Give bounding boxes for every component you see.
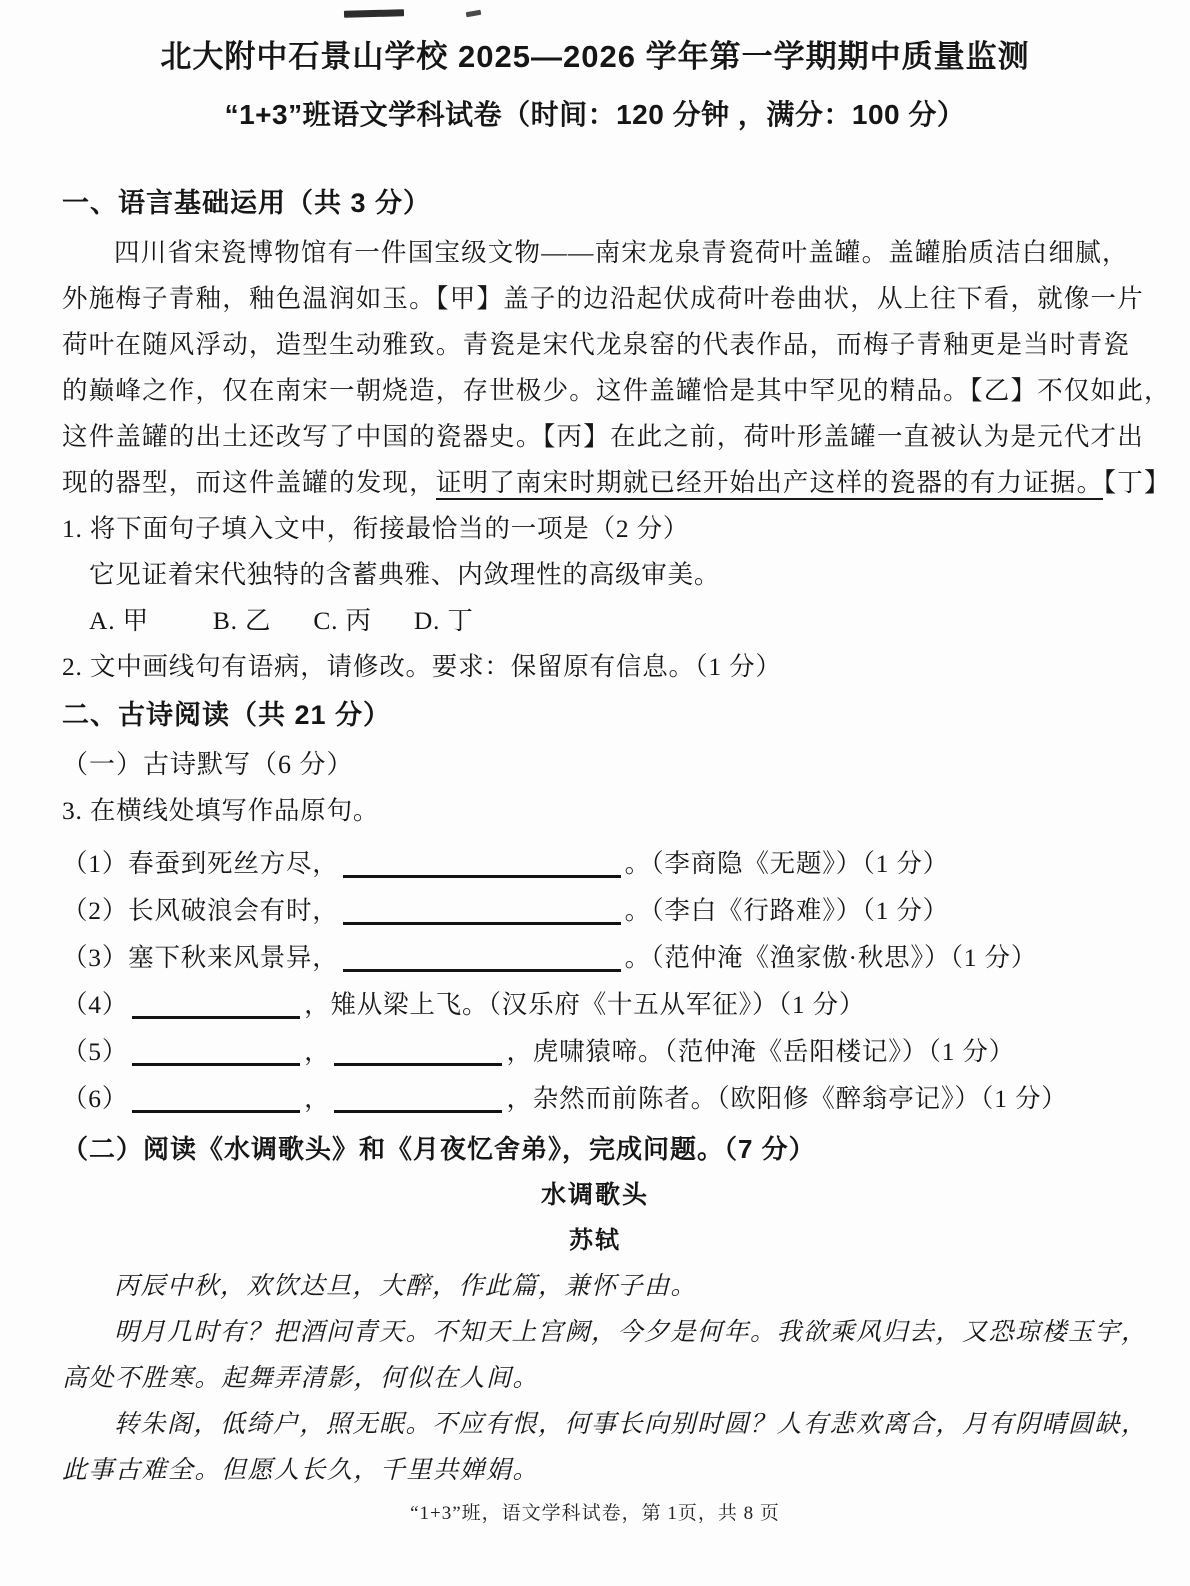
dictation-2-pre: （2）长风破浪会有时， (62, 896, 339, 925)
passage-line-6-pre: 现的器型，而这件盖罐的发现， (62, 468, 436, 497)
dictation-6-pre: （6） (62, 1084, 129, 1113)
part1-heading: （一）古诗默写（6 分） (62, 750, 354, 779)
option-b: B. 乙 (212, 606, 272, 635)
dictation-item-1 (62, 840, 1128, 887)
dictation-5-tail: ，虎啸猿啼。（范仲淹《岳阳楼记》）（1 分） (506, 1037, 1015, 1066)
dictation-list (62, 840, 1128, 1122)
poem-body (62, 1264, 1148, 1494)
option-c: C. 丙 (313, 606, 372, 635)
page-subtitle: “1+3”班语文学科试卷（时间：120 分钟 ，满分：100 分） (224, 99, 966, 130)
scan-artifact-line (344, 9, 404, 18)
page-title: 北大附中石景山学校 2025—2026 学年第一学期期中质量监测 (160, 39, 1030, 74)
dictation-3-pre: （3）塞下秋来风景异， (62, 943, 339, 972)
dictation-5-mid: ， (304, 1037, 331, 1066)
poem-shuidiaogetou (62, 1172, 1148, 1494)
underlined-sentence: 证明了南宋时期就已经开始出产这样的瓷器的有力证据。 (436, 468, 1104, 500)
page-footer: “1+3”班，语文学科试卷，第 1页，共 8 页 (410, 1503, 780, 1524)
answer-blank (334, 1089, 502, 1113)
poem-preface: 丙辰中秋，欢饮达旦，大醉，作此篇，兼怀子由。 (114, 1273, 698, 1300)
passage-line-1: 四川省宋瓷博物馆有一件国宝级文物——南宋龙泉青瓷荷叶盖罐。盖罐胎质洁白细腻， (114, 238, 1129, 267)
dictation-6-tail: ，杂然而前陈者。（欧阳修《醉翁亭记》）（1 分） (506, 1084, 1068, 1113)
passage-line-2: 外施梅子青釉，釉色温润如玉。【甲】盖子的边沿起伏成荷叶卷曲状，从上往下看，就像一片 (62, 284, 1144, 313)
dictation-1-tail: 。（李商隐《无题》）（1 分） (624, 849, 949, 878)
poem-stanza1-line2: 高处不胜寒。起舞弄清影，何似在人间。 (62, 1365, 540, 1392)
passage-line-6-post: 【丁】 (1103, 468, 1171, 497)
poem-title: 水调歌头 (540, 1181, 649, 1209)
part2-heading: （二）阅读《水调歌头》和《月夜忆舍弟》，完成问题。（7 分） (62, 1134, 816, 1164)
question-3-stem: 3. 在横线处填写作品原句。 (62, 796, 380, 825)
answer-blank (343, 948, 621, 972)
answer-blank (334, 1042, 502, 1066)
option-d: D. 丁 (413, 606, 474, 635)
question-1-sentence: 它见证着宋代独特的含蓄典雅、内敛理性的高级审美。 (89, 560, 721, 589)
passage-line-6 (62, 460, 1171, 506)
dictation-1-pre: （1）春蚕到死丝方尽， (62, 849, 339, 878)
option-a: A. 甲 (89, 606, 149, 635)
dictation-item-3 (62, 934, 1128, 981)
question-2-stem: 2. 文中画线句有语病，请修改。要求：保留原有信息。（1 分） (62, 652, 782, 681)
answer-blank (343, 854, 621, 878)
answer-blank (343, 901, 621, 925)
dictation-3-tail: 。（范仲淹《渔家傲·秋思》）（1 分） (624, 943, 1038, 972)
poem-stanza2-line1: 转朱阁，低绮户，照无眠。不应有恨，何事长向别时圆？人有悲欢离合，月有阴晴圆缺， (114, 1411, 1148, 1438)
answer-blank (132, 995, 300, 1019)
dictation-6-mid: ， (304, 1084, 331, 1113)
poem-stanza1-line1: 明月几时有？把酒问青天。不知天上宫阙，今夕是何年。我欲乘风归去，又恐琼楼玉宇， (114, 1319, 1148, 1346)
dictation-item-4 (62, 981, 1128, 1028)
passage-line-5: 这件盖罐的出土还改写了中国的瓷器史。【丙】在此之前，荷叶形盖罐一直被认为是元代才出 (62, 422, 1144, 451)
scan-artifact-dash (466, 10, 482, 18)
dictation-4-pre: （4） (62, 990, 129, 1019)
dictation-2-tail: 。（李白《行路难》）（1 分） (624, 896, 949, 925)
reading-passage (62, 230, 1171, 506)
answer-blank (132, 1089, 300, 1113)
passage-line-3: 荷叶在随风浮动，造型生动雅致。青瓷是宋代龙泉窑的代表作品，而梅子青釉更是当时青瓷 (62, 330, 1131, 359)
section2-heading: 二、古诗阅读（共 21 分） (62, 700, 392, 730)
section1-heading: 一、语言基础运用（共 3 分） (62, 188, 432, 218)
dictation-item-6 (62, 1075, 1128, 1122)
passage-line-4: 的巅峰之作，仅在南宋一朝烧造，存世极少。这件盖罐恰是其中罕见的精品。【乙】不仅如此， (62, 376, 1171, 405)
dictation-5-pre: （5） (62, 1037, 129, 1066)
answer-blank (132, 1042, 300, 1066)
question-1-stem: 1. 将下面句子填入文中，衔接最恰当的一项是（2 分） (62, 514, 690, 543)
dictation-4-tail: ，雉从梁上飞。（汉乐府《十五从军征》）（1 分） (304, 990, 866, 1019)
question-1-options (62, 598, 1128, 644)
dictation-item-5 (62, 1028, 1128, 1075)
poem-author: 苏轼 (569, 1227, 621, 1254)
dictation-item-2 (62, 887, 1128, 934)
page-body (0, 182, 1190, 1494)
poem-stanza2-line2: 此事古难全。但愿人长久，千里共婵娟。 (62, 1457, 540, 1484)
